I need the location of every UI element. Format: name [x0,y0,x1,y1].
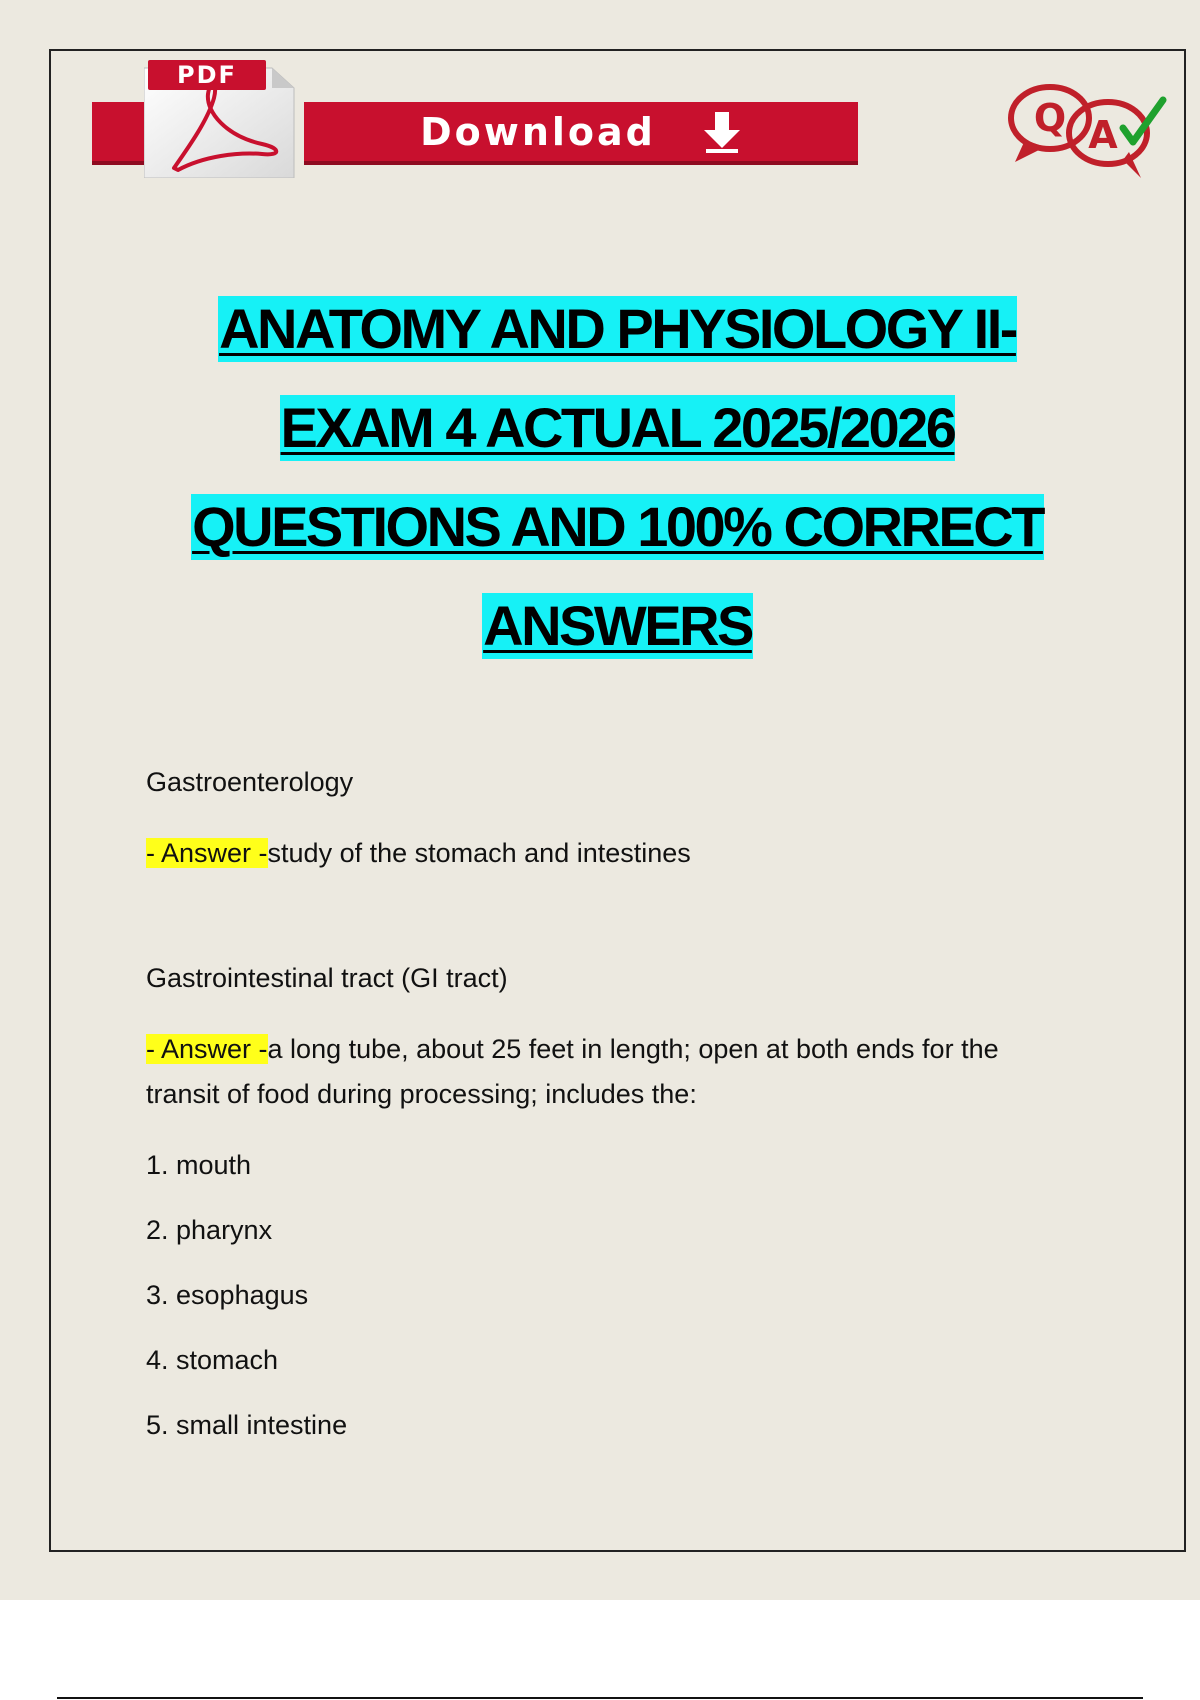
logo-a-letter: A [1088,113,1118,157]
download-button[interactable] [304,102,858,165]
answer-text [146,831,1076,876]
pdf-file-icon [144,60,312,178]
answer-body: study of the stomach and intestines [267,838,691,868]
answer-text [146,1027,1076,1117]
qa-entry [146,765,1076,876]
question-term: Gastroenterology [146,767,354,797]
download-arrow-icon [702,110,742,154]
list-item: 2. pharynx [146,1215,273,1245]
download-banner[interactable] [92,60,858,180]
list-item: 4. stomach [146,1345,279,1375]
banner-left-stub [92,102,144,165]
logo-q-letter: Q [1033,96,1067,140]
title-line-4: ANSWERS [483,594,752,657]
title-line-1: ANATOMY AND PHYSIOLOGY II- [219,297,1016,360]
document-title [49,296,1186,692]
download-label: Download [420,109,656,154]
title-line-3: QUESTIONS AND 100% CORRECT [192,495,1043,558]
list-item: 5. small intestine [146,1410,348,1440]
pdf-tag: PDF [148,60,266,90]
title-line-2: EXAM 4 ACTUAL 2025/2026 [280,396,955,459]
qa-logo-icon [1003,76,1173,184]
question-term: Gastrointestinal tract (GI tract) [146,963,508,993]
answer-marker: - Answer - [146,1034,268,1064]
answer-body: a long tube, about 25 feet in length; open at both ends for the transit of food during processing; includes the: [146,1034,999,1109]
qa-entry [146,961,1076,1442]
answer-marker: - Answer - [146,838,268,868]
footer-rule [57,1697,1143,1699]
list-item: 1. mouth [146,1150,252,1180]
list-item: 3. esophagus [146,1280,309,1310]
